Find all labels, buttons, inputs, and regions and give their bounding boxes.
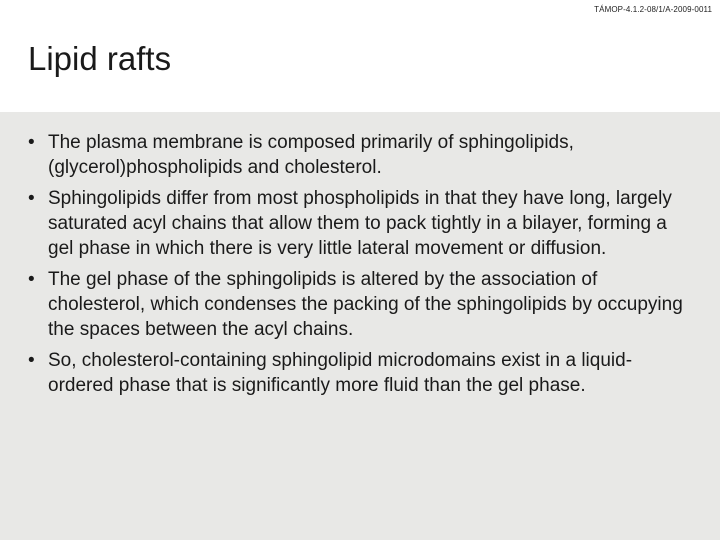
content-area bbox=[0, 112, 720, 540]
bullet-text: The plasma membrane is composed primarily of sphingolipids, (glycerol)phospholipids and cholesterol. bbox=[48, 132, 574, 178]
bullet-text: Sphingolipids differ from most phospholipids in that they have long, largely saturated acyl chains that allow them to pack tightly in a bilayer, forming a gel phase in which there is very little lateral movement or diffusion. bbox=[48, 188, 672, 259]
bullet-item bbox=[28, 130, 696, 180]
bullet-item bbox=[28, 267, 696, 342]
bullet-marker: • bbox=[28, 188, 35, 209]
bullet-marker: • bbox=[28, 350, 35, 371]
bullet-text: So, cholesterol-containing sphingolipid microdomains exist in a liquid-ordered phase that is significantly more fluid than the gel phase. bbox=[48, 350, 633, 396]
bullet-marker: • bbox=[28, 132, 35, 153]
project-code: TÁMOP-4.1.2-08/1/A-2009-0011 bbox=[594, 5, 712, 14]
title-area bbox=[0, 0, 720, 112]
bullet-item bbox=[28, 348, 696, 398]
bullet-text: The gel phase of the sphingolipids is altered by the association of cholesterol, which condenses the packing of the sphingolipids by occupying the spaces between the acyl chains. bbox=[48, 269, 683, 340]
bullet-list bbox=[28, 130, 696, 404]
slide-title: Lipid rafts bbox=[28, 40, 172, 77]
bullet-marker: • bbox=[28, 269, 35, 290]
bullet-item bbox=[28, 186, 696, 261]
